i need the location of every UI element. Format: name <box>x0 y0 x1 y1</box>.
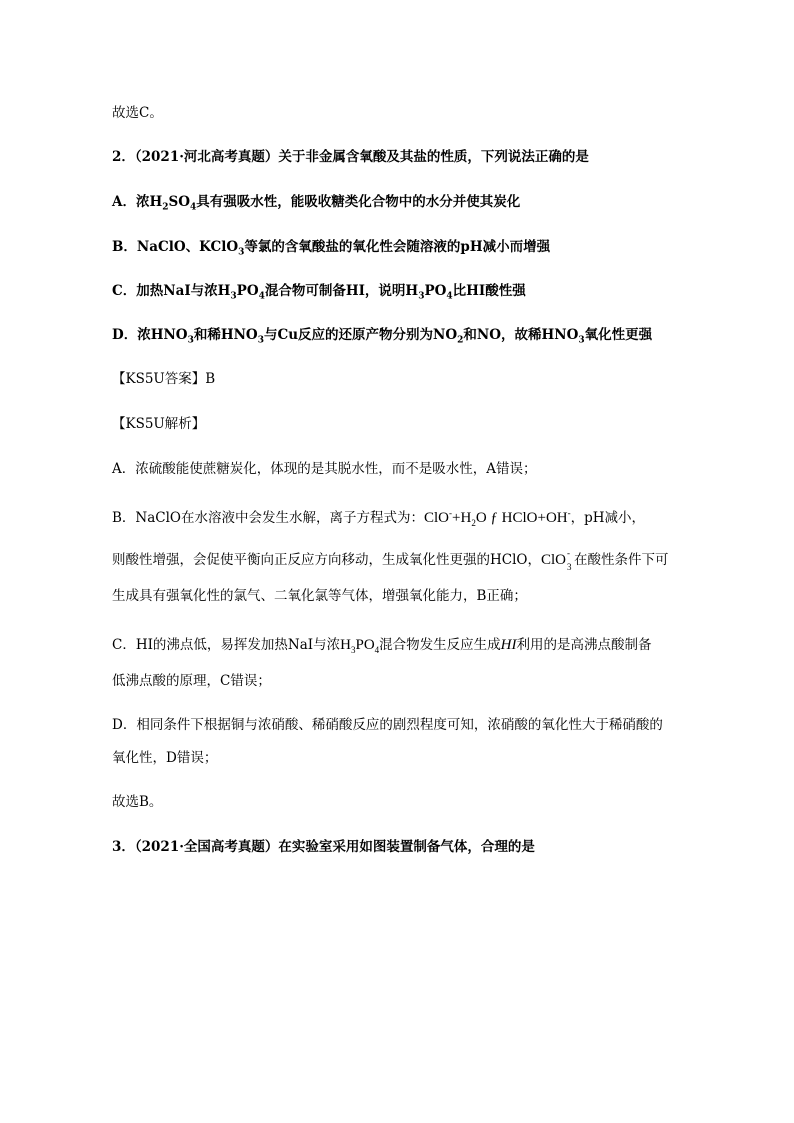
explanation-b-line-1: B．NaClO在水溶液中会发生水解，离子方程式为：$ClO^-+H_2O$ ƒ HClO+OH-，pH减小， <box>112 508 646 528</box>
explanation-c-line-1: C．HI的沸点低，易挥发加热NaI与浓$H_3PO_4$混合物发生反应生成HI利用的是高沸点酸制备 <box>112 637 652 655</box>
phosphoric-acid-formula: $H_3PO_4$ <box>340 637 380 655</box>
option-c: C．加热NaI与浓$H_3PO_4$混合物可制备HI，说明$H_3PO_4$比HI酸性强 <box>112 283 526 302</box>
chlorate-ion: ClO - 3 <box>541 547 572 572</box>
explanation-a: A．浓硫酸能使蔗糖炭化，体现的是其脱水性，而不是吸水性，A错误； <box>112 461 537 477</box>
explanation-d-line-2: 氧化性，D错误； <box>112 750 218 766</box>
question-3-header: 3．（2021·全国高考真题）在实验室采用如图装置制备气体，合理的是 <box>112 839 535 855</box>
explanation-b-line-2: 则酸性增强，会促使平衡向正反应方向移动，生成氧化性更强的HClO，ClO - 3 在酸性条件下可 <box>112 547 669 572</box>
question-2-header: 2．（2021·河北高考真题）关于非金属含氧酸及其盐的性质，下列说法正确的是 <box>112 149 589 165</box>
answer-line: 【KS5U答案】B <box>112 371 216 387</box>
option-a: A．浓$H_2SO_4$具有强吸水性，能吸收糖类化合物中的水分并使其炭化 <box>112 194 521 213</box>
final-conclusion: 故选B。 <box>112 794 163 810</box>
ionic-equation: $ClO^-+H_2O$ ƒ HClO+OH- <box>424 508 571 528</box>
analysis-heading: 【KS5U解析】 <box>112 416 206 432</box>
option-b: B．NaClO、KClO$_3$等氯的含氧酸盐的氧化性会随溶液的pH减小而增强 <box>112 239 551 258</box>
option-d: D．浓$HNO_3$和稀$HNO_3$与Cu反应的还原产物分别为$NO_2$和NO，故稀$HNO_3$氧化性更强 <box>112 327 653 346</box>
explanation-b-line-3: 生成具有强氧化性的氯气、二氧化氯等气体，增强氧化能力，B正确； <box>112 588 527 604</box>
explanation-d-line-1: D．相同条件下根据铜与浓硝酸、稀硝酸反应的剧烈程度可知，浓硝酸的氧化性大于稀硝酸的 <box>112 717 663 733</box>
explanation-c-line-2: 低沸点酸的原理，C错误； <box>112 673 271 689</box>
hi-formula: HI <box>500 637 517 653</box>
conclusion-line: 故选C。 <box>112 105 163 121</box>
